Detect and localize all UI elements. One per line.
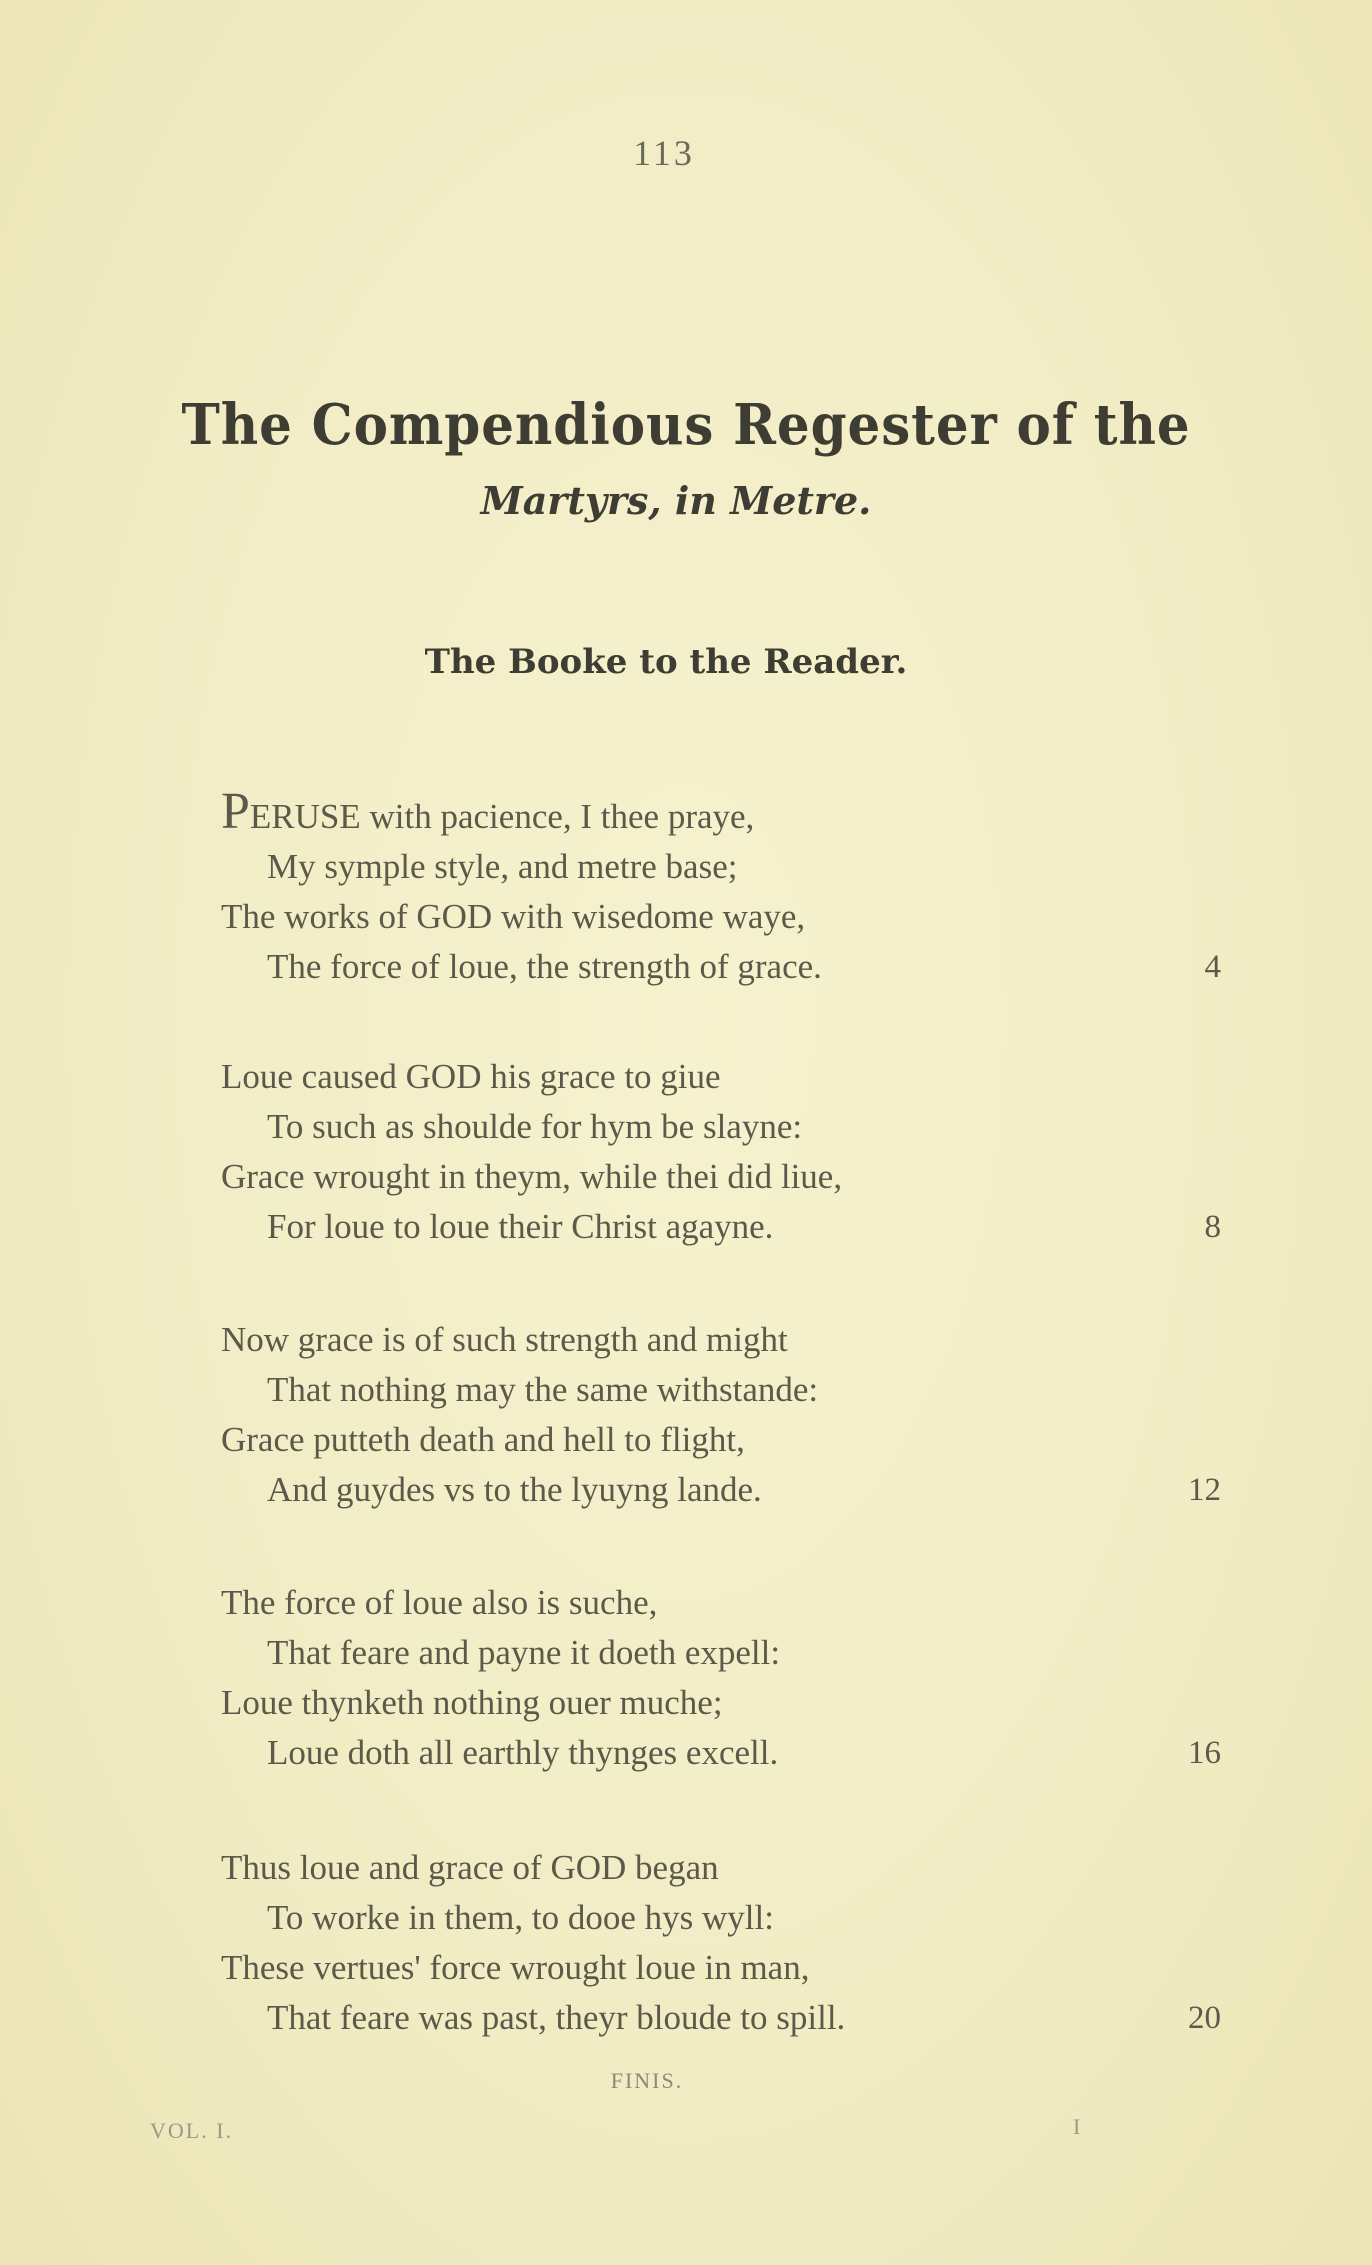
line-number: 4 — [1204, 949, 1221, 985]
verse-line: For loue to loue their Christ agayne. 8 — [221, 1202, 1221, 1252]
stanza — [221, 1578, 1221, 1778]
verse-line: That nothing may the same withstande: — [267, 1370, 819, 1409]
verse-line: The force of loue, the strength of grace. 4 — [221, 942, 1221, 992]
page-number: 113 — [633, 133, 695, 173]
line-number: 16 — [1188, 1735, 1221, 1771]
verse-line: That feare and payne it doeth expell: — [267, 1633, 781, 1672]
verse-line: Grace putteth death and hell to flight, — [221, 1420, 745, 1459]
stanza — [221, 783, 1221, 992]
verse-line: To such as shoulde for hym be slayne: — [267, 1107, 803, 1146]
verse-line: The works of GOD with wisedome waye, — [221, 897, 806, 936]
verse-line: PERUSE with pacience, I thee praye, — [221, 783, 755, 840]
verse-line: The force of loue also is suche, — [221, 1583, 658, 1622]
line-number: 8 — [1204, 1209, 1221, 1245]
verse-line: My symple style, and metre base; — [267, 847, 738, 886]
verse-line: Loue doth all earthly thynges excell. 16 — [221, 1728, 1221, 1778]
section-subtitle: The Booke to the Reader. — [424, 642, 908, 682]
title-line-1: The Compendious Regester of the — [181, 392, 1191, 458]
signature-mark: I — [1073, 2114, 1081, 2139]
line-number: 12 — [1188, 1472, 1221, 1508]
verse-line: Thus loue and grace of GOD began — [221, 1848, 719, 1887]
title-line-2: Martyrs, in Metre. — [480, 478, 872, 523]
verse-line: These vertues' force wrought loue in man, — [221, 1948, 810, 1987]
verse-line: That feare was past, theyr bloude to spill. 20 — [221, 1993, 1221, 2043]
verse-line: To worke in them, to dooe hys wyll: — [267, 1898, 774, 1937]
verse-line: Loue thynketh nothing ouer muche; — [221, 1683, 723, 1722]
signature-volume: VOL. I. — [150, 2118, 234, 2143]
verse-line: Grace wrought in theym, while thei did liue, — [221, 1157, 843, 1196]
stanza — [221, 1315, 1221, 1515]
verse-line: And guydes vs to the lyuyng lande. 12 — [221, 1465, 1221, 1515]
stanza — [221, 1052, 1221, 1252]
line-number: 20 — [1188, 2000, 1221, 2036]
verse-line: Loue caused GOD his grace to giue — [221, 1057, 721, 1096]
verse-line: Now grace is of such strength and might — [221, 1320, 788, 1359]
stanza — [221, 1843, 1221, 2043]
finis: FINIS. — [610, 2068, 684, 2093]
